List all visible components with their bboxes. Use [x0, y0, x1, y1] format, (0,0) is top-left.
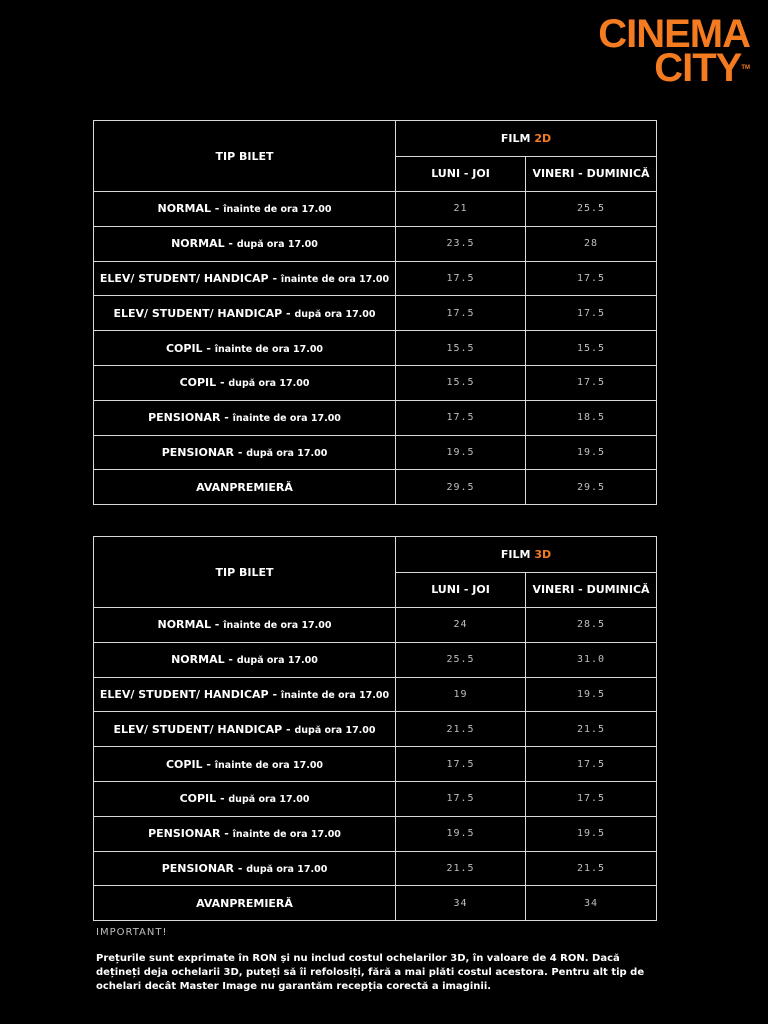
price-row [94, 608, 657, 643]
ticket-type-label [94, 435, 396, 470]
ticket-type-label [94, 608, 396, 643]
ticket-type-label [94, 886, 396, 921]
ticket-time-condition: după ora 17.00 [228, 794, 310, 806]
price-weekdays: 17.5 [396, 400, 526, 435]
ticket-type-name: COPIL - [165, 341, 215, 355]
price-row [94, 261, 657, 296]
price-row [94, 642, 657, 677]
col-weekend: VINERI - DUMINICĂ [526, 156, 657, 192]
price-row [94, 816, 657, 851]
ticket-time-condition: după ora 17.00 [246, 863, 328, 875]
price-weekdays: 19.5 [396, 816, 526, 851]
price-weekend: 17.5 [526, 296, 657, 331]
price-weekdays: 17.5 [396, 261, 526, 296]
ticket-time-condition: înainte de ora 17.00 [223, 204, 332, 216]
ticket-type-name: PENSIONAR - [161, 861, 247, 875]
price-row [94, 886, 657, 921]
price-weekend: 25.5 [526, 192, 657, 227]
ticket-time-condition: după ora 17.00 [294, 308, 376, 320]
price-row [94, 747, 657, 782]
price-weekend: 28 [526, 226, 657, 261]
price-row [94, 192, 657, 227]
ticket-time-condition: înainte de ora 17.00 [280, 689, 390, 701]
price-row [94, 226, 657, 261]
header-row [94, 121, 657, 157]
ticket-type-label [94, 261, 396, 296]
logo-line-1: CINEMA [598, 12, 750, 56]
price-weekend: 18.5 [526, 400, 657, 435]
price-weekend: 17.5 [526, 365, 657, 400]
header-row [94, 537, 657, 573]
price-weekdays: 17.5 [396, 747, 526, 782]
ticket-time-condition: după ora 17.00 [294, 724, 376, 736]
price-weekend: 17.5 [526, 781, 657, 816]
col-weekend: VINERI - DUMINICĂ [526, 572, 657, 608]
ticket-type-header: TIP BILET [94, 537, 396, 608]
ticket-type-name: COPIL - [179, 376, 229, 390]
ticket-type-name: NORMAL - [171, 237, 237, 251]
price-weekdays: 15.5 [396, 365, 526, 400]
ticket-type-name: COPIL - [165, 757, 215, 771]
price-weekend: 19.5 [526, 816, 657, 851]
col-weekdays: LUNI - JOI [396, 572, 526, 608]
ticket-type-name: AVANPREMIERĂ [196, 480, 293, 494]
price-row [94, 470, 657, 505]
price-weekend: 28.5 [526, 608, 657, 643]
ticket-type-name: PENSIONAR - [161, 445, 247, 459]
price-table-3d [93, 536, 657, 921]
important-header: IMPORTANT! [96, 927, 168, 938]
ticket-time-condition: înainte de ora 17.00 [223, 620, 332, 632]
ticket-type-label [94, 365, 396, 400]
film-label: FILM [500, 547, 535, 561]
price-weekdays: 24 [396, 608, 526, 643]
price-row [94, 435, 657, 470]
ticket-type-name: ELEV/ STUDENT/ HANDICAP - [99, 271, 281, 285]
price-weekdays: 21.5 [396, 712, 526, 747]
ticket-type-name: PENSIONAR - [148, 411, 233, 425]
price-weekdays: 17.5 [396, 781, 526, 816]
price-row [94, 400, 657, 435]
ticket-type-label [94, 642, 396, 677]
price-weekdays: 25.5 [396, 642, 526, 677]
price-weekend: 17.5 [526, 747, 657, 782]
col-weekdays: LUNI - JOI [396, 156, 526, 192]
price-weekdays: 29.5 [396, 470, 526, 505]
price-row [94, 296, 657, 331]
ticket-type-label [94, 816, 396, 851]
price-weekdays: 19 [396, 677, 526, 712]
ticket-type-label [94, 747, 396, 782]
ticket-time-condition: înainte de ora 17.00 [214, 343, 324, 355]
ticket-type-name: COPIL - [179, 792, 229, 806]
film-format: 3D [534, 547, 552, 561]
price-row [94, 677, 657, 712]
ticket-type-name: AVANPREMIERĂ [196, 896, 293, 910]
ticket-type-label [94, 781, 396, 816]
price-weekdays: 21 [396, 192, 526, 227]
ticket-type-name: NORMAL - [171, 653, 237, 667]
ticket-type-label [94, 226, 396, 261]
ticket-type-name: ELEV/ STUDENT/ HANDICAP - [113, 722, 295, 736]
logo-city: CITY [654, 46, 742, 90]
ticket-time-condition: înainte de ora 17.00 [214, 759, 324, 771]
ticket-type-name: PENSIONAR - [148, 827, 233, 841]
ticket-time-condition: înainte de ora 17.00 [232, 413, 341, 425]
ticket-time-condition: după ora 17.00 [228, 378, 310, 390]
price-weekend: 19.5 [526, 677, 657, 712]
price-weekend: 17.5 [526, 261, 657, 296]
price-row [94, 331, 657, 366]
price-weekend: 19.5 [526, 435, 657, 470]
price-weekend: 21.5 [526, 712, 657, 747]
ticket-type-name: NORMAL - [157, 202, 224, 216]
price-weekdays: 15.5 [396, 331, 526, 366]
ticket-time-condition: înainte de ora 17.00 [232, 829, 341, 841]
film-format: 2D [534, 131, 552, 145]
price-row [94, 851, 657, 886]
ticket-time-condition: înainte de ora 17.00 [280, 273, 390, 285]
ticket-time-condition: după ora 17.00 [246, 447, 328, 459]
ticket-type-label [94, 851, 396, 886]
ticket-type-label [94, 296, 396, 331]
ticket-type-label [94, 712, 396, 747]
ticket-type-label [94, 677, 396, 712]
ticket-time-condition: după ora 17.00 [236, 655, 318, 667]
price-weekend: 31.0 [526, 642, 657, 677]
cinema-city-logo [598, 12, 750, 90]
price-weekend: 15.5 [526, 331, 657, 366]
price-weekend: 34 [526, 886, 657, 921]
price-weekdays: 34 [396, 886, 526, 921]
price-weekdays: 21.5 [396, 851, 526, 886]
ticket-type-header: TIP BILET [94, 121, 396, 192]
price-weekend: 21.5 [526, 851, 657, 886]
film-format-header [396, 537, 657, 573]
film-format-header [396, 121, 657, 157]
ticket-type-name: ELEV/ STUDENT/ HANDICAP - [113, 306, 295, 320]
price-weekend: 29.5 [526, 470, 657, 505]
ticket-time-condition: după ora 17.00 [236, 239, 318, 251]
price-row [94, 712, 657, 747]
ticket-type-label [94, 400, 396, 435]
ticket-type-label [94, 331, 396, 366]
ticket-type-label [94, 192, 396, 227]
logo-trademark: TM [741, 65, 750, 71]
price-weekdays: 17.5 [396, 296, 526, 331]
ticket-type-name: ELEV/ STUDENT/ HANDICAP - [99, 687, 281, 701]
price-row [94, 781, 657, 816]
important-notice [96, 926, 656, 994]
price-row [94, 365, 657, 400]
film-label: FILM [500, 131, 535, 145]
ticket-type-label [94, 470, 396, 505]
price-weekdays: 19.5 [396, 435, 526, 470]
price-table-2d [93, 120, 657, 505]
ticket-type-name: NORMAL - [157, 618, 224, 632]
important-text: Prețurile sunt exprimate în RON și nu includ costul ochelarilor 3D, în valoare de 4 RON. Dacă dețineți deja ochelarii 3D, puteți să îi refolosiți, fără a mai plăti costul acestora. Pentru alt tip de ochelari decât Master Image nu garantăm recepția corectă a imaginii. [96, 953, 645, 992]
price-weekdays: 23.5 [396, 226, 526, 261]
